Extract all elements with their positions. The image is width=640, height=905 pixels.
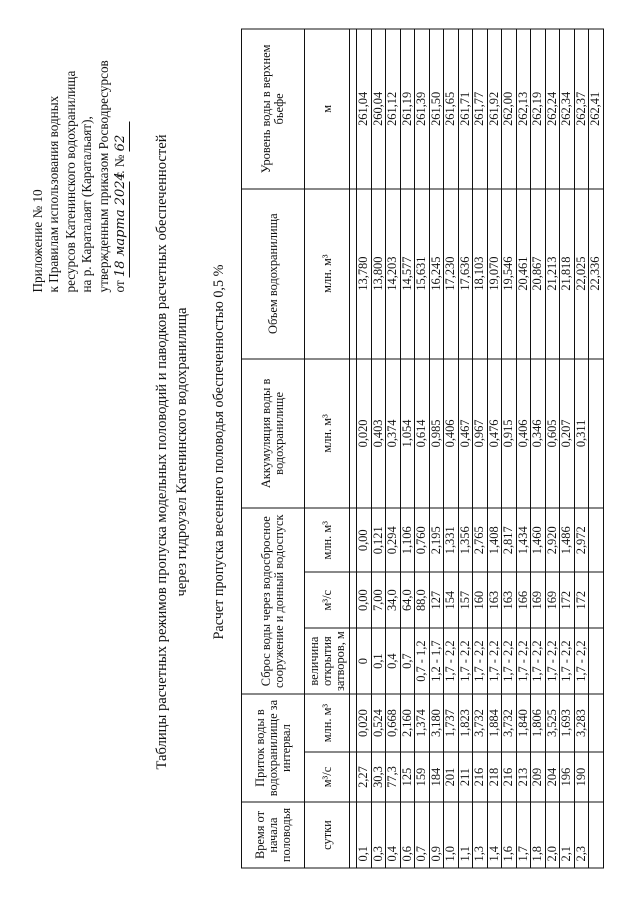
cell-gate: 1,7 - 2,2: [473, 628, 488, 694]
cell-discharge-m3s: 169: [545, 572, 560, 628]
cell-accumulation: 0,406: [444, 359, 459, 509]
appendix-line: Приложение № 10: [30, 189, 45, 293]
cell-volume: 19,546: [502, 189, 517, 359]
cell-volume: 20,867: [531, 189, 546, 359]
cell-inflow-mln: [589, 694, 604, 752]
header-inflow-m3s: м³/с: [305, 752, 350, 802]
cell-time: 1,8: [531, 802, 546, 868]
cell-level: 261,50: [429, 29, 444, 189]
cell-level: 261,65: [444, 29, 459, 189]
cell-discharge-m3s: 154: [444, 572, 459, 628]
cell-discharge-m3s: 0,00: [357, 572, 372, 628]
cell-time: 1,0: [444, 802, 459, 868]
cell-inflow-m3s: 196: [560, 752, 575, 802]
cell-volume: 17,636: [458, 189, 473, 359]
cell-discharge-m3s: 7,00: [371, 572, 386, 628]
appendix-line: ресурсов Катенинского водохранилища: [62, 70, 78, 293]
cell-level: 261,19: [400, 29, 415, 189]
table-row: [487, 29, 502, 868]
cell-discharge-mln: 2,817: [502, 508, 517, 572]
cell-accumulation: 0,374: [386, 359, 401, 509]
cell-level: 261,12: [386, 29, 401, 189]
header-inflow-mln: млн. м³: [305, 694, 350, 752]
header-discharge-m3s: м³/с: [305, 572, 350, 628]
header-discharge-mln: млн. м³: [305, 508, 350, 572]
cell-discharge-mln: 1,460: [531, 508, 546, 572]
cell-time: 1,1: [458, 802, 473, 868]
cell-discharge-m3s: 127: [429, 572, 444, 628]
header-accumulation: Аккумуляция воды в водохранилище: [242, 359, 305, 509]
cell-inflow-m3s: 204: [545, 752, 560, 802]
cell-gate: 1,2 - 1,7: [429, 628, 444, 694]
cell-level: 262,34: [560, 29, 575, 189]
cell-discharge-m3s: 64,0: [400, 572, 415, 628]
cell-discharge-mln: 0,760: [415, 508, 430, 572]
cell-gate: 0: [357, 628, 372, 694]
table-row: [560, 29, 575, 868]
cell-time: 0,9: [429, 802, 444, 868]
appendix-prefix: от: [112, 280, 128, 293]
cell-inflow-m3s: 216: [502, 752, 517, 802]
cell-time: 0,4: [386, 802, 401, 868]
cell-gate: 1,7 - 2,2: [458, 628, 473, 694]
cell-inflow-m3s: 30,3: [371, 752, 386, 802]
cell-time: 2,1: [560, 802, 575, 868]
cell-accumulation: [589, 359, 604, 509]
table-body: [350, 29, 604, 868]
cell-inflow-mln: 3,283: [574, 694, 589, 752]
cell-level: 262,37: [574, 29, 589, 189]
cell-inflow-mln: 1,823: [458, 694, 473, 752]
header-volume-mln: млн. м³: [305, 189, 350, 359]
cell-accumulation: 0,020: [357, 359, 372, 509]
cell-accumulation: 0,915: [502, 359, 517, 509]
header-time: Время от начала половодья: [242, 802, 305, 868]
cell-gate: 1,7 - 2,2: [516, 628, 531, 694]
cell-volume: 20,461: [516, 189, 531, 359]
cell-inflow-m3s: 201: [444, 752, 459, 802]
cell-inflow-mln: 3,732: [473, 694, 488, 752]
cell-level: 261,04: [357, 29, 372, 189]
cell-discharge-mln: 1,486: [560, 508, 575, 572]
cell-discharge-mln: 1,331: [444, 508, 459, 572]
cell-inflow-m3s: 184: [429, 752, 444, 802]
cell-accumulation: 0,614: [415, 359, 430, 509]
cell-volume: 19,070: [487, 189, 502, 359]
cell-inflow-m3s: 2,27: [357, 752, 372, 802]
cell-discharge-mln: 2,765: [473, 508, 488, 572]
table-row: [458, 29, 473, 868]
table-row: [350, 29, 357, 868]
cell-discharge-mln: 2,972: [574, 508, 589, 572]
cell-inflow-m3s: [589, 752, 604, 802]
cell-accumulation: 0,403: [371, 359, 386, 509]
document-title-line-2: через гидроузел Катенинского водохранилища: [174, 307, 190, 597]
cell-inflow-mln: 3,732: [502, 694, 517, 752]
cell-accumulation: 0,346: [531, 359, 546, 509]
cell-level: 262,19: [531, 29, 546, 189]
cell-inflow-mln: 0,668: [386, 694, 401, 752]
table-row: [589, 29, 604, 868]
cell-time: 0,1: [357, 802, 372, 868]
cell-gate: 1,7 - 2,2: [574, 628, 589, 694]
cell-inflow-m3s: 159: [415, 752, 430, 802]
cell-accumulation: 0,985: [429, 359, 444, 509]
cell-discharge-mln: 0,121: [371, 508, 386, 572]
cell-volume: 13,800: [371, 189, 386, 359]
appendix-date-line: [112, 23, 130, 293]
header-level: Уровень воды в верхнем бьефе: [242, 29, 305, 189]
table-row: [415, 29, 430, 868]
cell-level: 262,41: [589, 29, 604, 189]
cell-volume: 17,230: [444, 189, 459, 359]
cell-volume: 14,577: [400, 189, 415, 359]
cell-discharge-mln: 2,195: [429, 508, 444, 572]
cell-discharge-m3s: 169: [531, 572, 546, 628]
handwritten-number: 62: [113, 121, 130, 151]
cell-discharge-m3s: 34,0: [386, 572, 401, 628]
appendix-block: [30, 23, 130, 293]
cell-level: 261,77: [473, 29, 488, 189]
table-row: [473, 29, 488, 868]
header-volume: Объем водохранилища: [242, 189, 305, 359]
cell-discharge-m3s: 160: [473, 572, 488, 628]
cell-gate: 0,4: [386, 628, 401, 694]
cell-inflow-m3s: 125: [400, 752, 415, 802]
cell-gate: 1,7 - 2,2: [444, 628, 459, 694]
cell-volume: 13,780: [357, 189, 372, 359]
cell-discharge-mln: 1,356: [458, 508, 473, 572]
cell-gate: 0,1: [371, 628, 386, 694]
cell-inflow-m3s: 218: [487, 752, 502, 802]
cell-time: 2,3: [574, 802, 589, 868]
header-inflow: Приток воды в водохранилище за интервал: [242, 694, 305, 802]
cell-accumulation: 0,207: [560, 359, 575, 509]
cell-time: 0,6: [400, 802, 415, 868]
cell-inflow-mln: 3,525: [545, 694, 560, 752]
cell-accumulation: 0,467: [458, 359, 473, 509]
cell-volume: 16,245: [429, 189, 444, 359]
cell-inflow-mln: 2,160: [400, 694, 415, 752]
cell-time: 1,7: [516, 802, 531, 868]
cell-inflow-mln: 1,737: [444, 694, 459, 752]
appendix-line: к Правилам использования водных: [46, 95, 62, 293]
cell-discharge-mln: 1,434: [516, 508, 531, 572]
cell-inflow-mln: 0,020: [357, 694, 372, 752]
appendix-line: утвержденным приказом Росводресурсов: [95, 60, 111, 293]
header-discharge: Сброс воды через водосбросное сооружение и донный водоспуск: [242, 508, 305, 694]
cell-inflow-mln: 1,374: [415, 694, 430, 752]
cell-time: 1,4: [487, 802, 502, 868]
header-days: сутки: [305, 802, 350, 868]
cell-discharge-mln: [589, 508, 604, 572]
cell-discharge-m3s: 163: [487, 572, 502, 628]
cell-inflow-mln: 3,180: [429, 694, 444, 752]
cell-inflow-mln: 1,884: [487, 694, 502, 752]
table-row: [429, 29, 444, 868]
cell-volume: 14,203: [386, 189, 401, 359]
cell-volume: 18,103: [473, 189, 488, 359]
flood-table: [241, 29, 604, 869]
cell-level: 260,04: [371, 29, 386, 189]
cell-inflow-m3s: 77,3: [386, 752, 401, 802]
cell-inflow-m3s: 209: [531, 752, 546, 802]
cell-discharge-mln: 1,408: [487, 508, 502, 572]
cell-accumulation: 0,476: [487, 359, 502, 509]
cell-level: 262,24: [545, 29, 560, 189]
table-row: [357, 29, 372, 868]
cell-discharge-m3s: 163: [502, 572, 517, 628]
handwritten-date: 18 марта 2024: [113, 181, 130, 277]
cell-discharge-mln: 1,106: [400, 508, 415, 572]
cell-inflow-m3s: 190: [574, 752, 589, 802]
table-row: [371, 29, 386, 868]
cell-accumulation: 1,054: [400, 359, 415, 509]
cell-gate: 0,7 - 1,2: [415, 628, 430, 694]
cell-volume: 22,025: [574, 189, 589, 359]
cell-volume: 21,818: [560, 189, 575, 359]
cell-time: 2,0: [545, 802, 560, 868]
cell-volume: 15,631: [415, 189, 430, 359]
table-row: [386, 29, 401, 868]
header-gate-opening: величина открытия затворов, м: [305, 628, 350, 694]
appendix-year-suffix: г. №: [112, 154, 128, 178]
cell-accumulation: 0,406: [516, 359, 531, 509]
cell-discharge-mln: 0,294: [386, 508, 401, 572]
cell-time: [589, 802, 604, 868]
cell-discharge-mln: 0,00: [357, 508, 372, 572]
cell-inflow-m3s: 211: [458, 752, 473, 802]
cell-level: 262,13: [516, 29, 531, 189]
cell-gate: 1,7 - 2,2: [502, 628, 517, 694]
cell-gate: [589, 628, 604, 694]
cell-inflow-mln: 0,524: [371, 694, 386, 752]
document-title-line-1: Таблицы расчетных режимов пропуска модельных половодий и паводков расчетных обеспеченностей: [154, 134, 170, 770]
cell-time: 0,7: [415, 802, 430, 868]
cell-discharge-mln: 2,920: [545, 508, 560, 572]
cell-discharge-m3s: 172: [574, 572, 589, 628]
document-subtitle: Расчет пропуска весеннего половодья обеспеченностью 0,5 %: [211, 264, 227, 640]
table-row: [444, 29, 459, 868]
cell-accumulation: 0,967: [473, 359, 488, 509]
cell-inflow-m3s: 216: [473, 752, 488, 802]
cell-level: 261,71: [458, 29, 473, 189]
cell-gate: 1,7 - 2,2: [545, 628, 560, 694]
cell-inflow-mln: 1,693: [560, 694, 575, 752]
cell-gate: 1,7 - 2,2: [487, 628, 502, 694]
header-level-m: м: [305, 29, 350, 189]
cell-volume: 21,213: [545, 189, 560, 359]
cell-level: 262,00: [502, 29, 517, 189]
cell-level: 261,39: [415, 29, 430, 189]
cell-discharge-m3s: 172: [560, 572, 575, 628]
table-row: [400, 29, 415, 868]
cell-discharge-m3s: 88,0: [415, 572, 430, 628]
cell-time: 1,3: [473, 802, 488, 868]
cell-accumulation: 0,605: [545, 359, 560, 509]
appendix-line: на р. Караталаят (Каратальаят),: [79, 116, 95, 293]
cell-discharge-m3s: [589, 572, 604, 628]
cell-inflow-m3s: 213: [516, 752, 531, 802]
table-row: [545, 29, 560, 868]
table-row: [574, 29, 589, 868]
table-row: [516, 29, 531, 868]
cell-discharge-m3s: 157: [458, 572, 473, 628]
cell-time: 1,6: [502, 802, 517, 868]
header-accumulation-mln: млн. м³: [305, 359, 350, 509]
cell-accumulation: 0,311: [574, 359, 589, 509]
cell-gate: 1,7 - 2,2: [560, 628, 575, 694]
table-row: [531, 29, 546, 868]
cell-volume: 22,336: [589, 189, 604, 359]
cell-level: 261,92: [487, 29, 502, 189]
cell-gate: 0,7: [400, 628, 415, 694]
cell-time: 0,3: [371, 802, 386, 868]
table-row: [502, 29, 517, 868]
cell-discharge-m3s: 166: [516, 572, 531, 628]
cell-gate: 1,7 - 2,2: [531, 628, 546, 694]
cell-inflow-mln: 1,840: [516, 694, 531, 752]
cell-inflow-mln: 1,806: [531, 694, 546, 752]
